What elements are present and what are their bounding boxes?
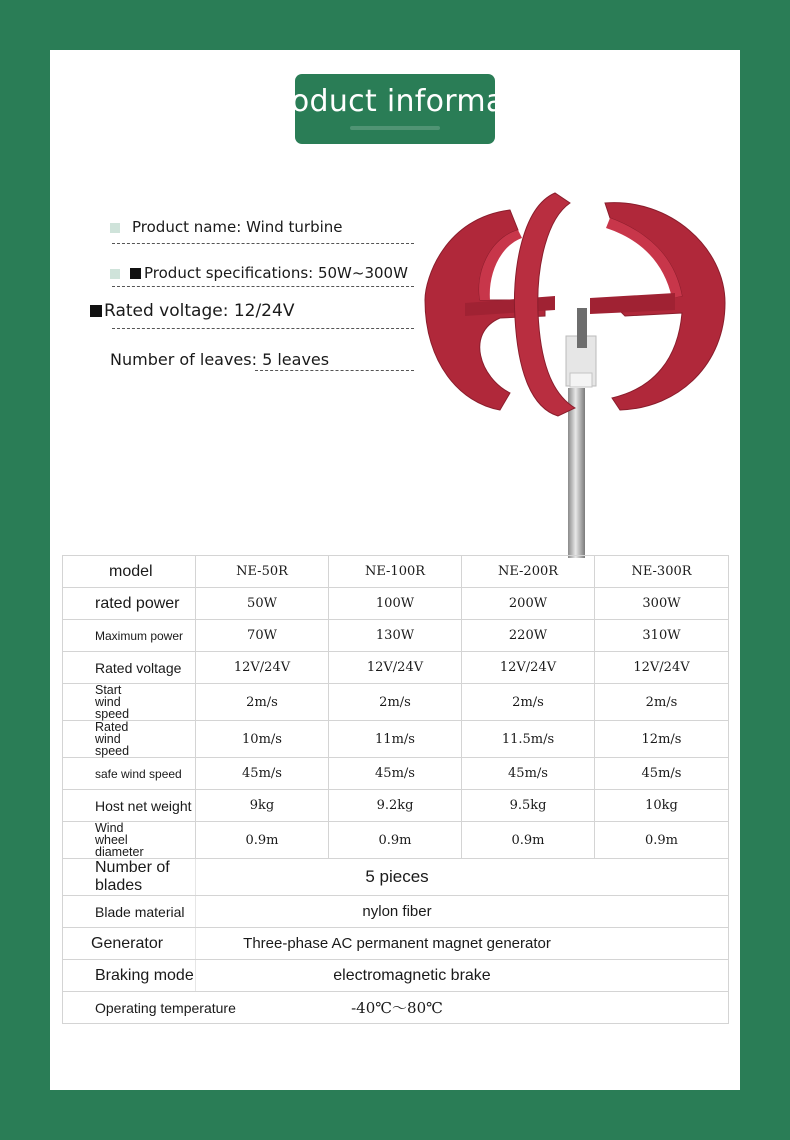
table-cell: 2m/s: [462, 684, 595, 721]
spec-table: [62, 555, 729, 1024]
bullet-square-icon: [110, 269, 120, 279]
table-row: [63, 822, 729, 859]
table-row: [63, 620, 729, 652]
table-header-label: model: [63, 556, 196, 588]
model-cell: NE-50R: [196, 556, 329, 588]
table-row: [63, 859, 729, 896]
table-cell: 2m/s: [595, 684, 729, 721]
table-cell: 10m/s: [196, 721, 329, 758]
divider: [112, 286, 414, 287]
model-cell: NE-100R: [329, 556, 462, 588]
table-row: [63, 588, 729, 620]
spec-specifications: Product specifications: 50W~300W: [144, 264, 408, 282]
table-cell: 2m/s: [329, 684, 462, 721]
table-cell: 50W: [196, 588, 329, 620]
table-cell: 0.9m: [595, 822, 729, 859]
table-row: [63, 896, 729, 928]
title-reflection: [350, 126, 440, 130]
row-label: Start wind speed: [63, 684, 196, 721]
turbine-pole: [568, 388, 585, 558]
row-label: Maximum power: [63, 620, 196, 652]
bullet-square-icon: [130, 268, 141, 279]
table-cell: 12m/s: [595, 721, 729, 758]
product-card: [50, 50, 740, 1090]
table-cell: nylon fiber: [196, 896, 729, 928]
table-row: [63, 992, 729, 1024]
table-cell: 45m/s: [462, 758, 595, 790]
model-cell: NE-300R: [595, 556, 729, 588]
page-title: Product information: [261, 84, 564, 119]
spec-leaves-line: [110, 350, 329, 369]
table-row: [63, 758, 729, 790]
table-cell: 11m/s: [329, 721, 462, 758]
bullet-square-icon: [90, 305, 102, 317]
row-label: rated power: [63, 588, 196, 620]
table-cell: 45m/s: [329, 758, 462, 790]
table-cell: electromagnetic brake: [196, 960, 729, 992]
divider: [255, 370, 414, 371]
table-row: [63, 684, 729, 721]
table-cell: 9.2kg: [329, 790, 462, 822]
divider: [112, 243, 414, 244]
table-cell: 12V/24V: [329, 652, 462, 684]
table-cell: 9.5kg: [462, 790, 595, 822]
table-cell: 300W: [595, 588, 729, 620]
spec-name: Product name: Wind turbine: [132, 218, 343, 236]
row-label: Generator: [63, 928, 196, 960]
divider: [112, 328, 414, 329]
table-cell: 0.9m: [196, 822, 329, 859]
table-cell: 12V/24V: [595, 652, 729, 684]
row-label: Braking mode: [63, 960, 196, 992]
spec-leaves: Number of leaves: 5 leaves: [110, 350, 330, 369]
table-cell: 45m/s: [595, 758, 729, 790]
row-label: safe wind speed: [63, 758, 196, 790]
table-cell: 310W: [595, 620, 729, 652]
table-cell: 2m/s: [196, 684, 329, 721]
table-row: [63, 652, 729, 684]
table-cell: 0.9m: [462, 822, 595, 859]
row-label: Host net weight: [63, 790, 196, 822]
table-cell: 45m/s: [196, 758, 329, 790]
table-cell: 9kg: [196, 790, 329, 822]
table-cell: 200W: [462, 588, 595, 620]
table-row: [63, 928, 729, 960]
table-cell: 220W: [462, 620, 595, 652]
wind-turbine-image: [420, 188, 740, 558]
row-label: Operating temperature: [63, 992, 196, 1024]
table-cell: 100W: [329, 588, 462, 620]
table-row: [63, 790, 729, 822]
model-cell: NE-200R: [462, 556, 595, 588]
table-cell: 0.9m: [329, 822, 462, 859]
title-badge: [261, 74, 564, 144]
spec-voltage-line: [90, 301, 294, 321]
table-cell: Three-phase AC permanent magnet generator: [196, 928, 729, 960]
row-label: Rated voltage: [63, 652, 196, 684]
table-cell: 12V/24V: [196, 652, 329, 684]
table-cell: 11.5m/s: [462, 721, 595, 758]
row-label: Number of blades: [63, 859, 196, 896]
row-label: Wind wheel diameter: [63, 822, 196, 859]
row-label: Blade material: [63, 896, 196, 928]
table-row: [63, 960, 729, 992]
spec-specifications-line: [110, 264, 408, 282]
row-label: Rated wind speed: [63, 721, 196, 758]
table-cell: 5 pieces: [196, 859, 729, 896]
table-cell: 70W: [196, 620, 329, 652]
bullet-square-icon: [110, 223, 120, 233]
spec-voltage: Rated voltage: 12/24V: [104, 301, 295, 321]
table-cell: 130W: [329, 620, 462, 652]
table-cell: 10kg: [595, 790, 729, 822]
spec-name-line: [110, 218, 343, 236]
table-cell: 12V/24V: [462, 652, 595, 684]
table-row: [63, 721, 729, 758]
table-header-row: [63, 556, 729, 588]
table-cell: -40℃～80℃: [196, 992, 729, 1024]
